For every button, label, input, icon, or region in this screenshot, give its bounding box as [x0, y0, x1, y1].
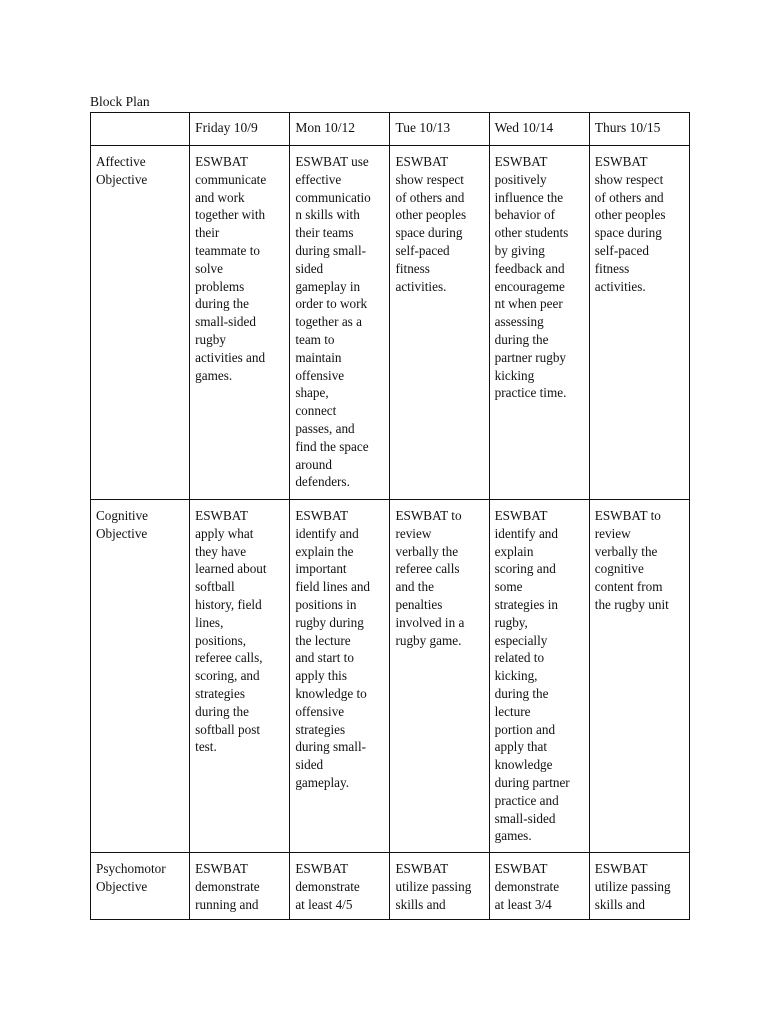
header-cell-thursday: Thurs 10/15: [589, 113, 689, 146]
cell-psychomotor-monday: ESWBAT demonstrate at least 4/5: [290, 853, 390, 920]
cell-cognitive-tuesday: ESWBAT to review verbally the referee calls and the penalties involved in a rugby game.: [390, 500, 489, 853]
table-row-psychomotor: [91, 853, 690, 920]
cell-cognitive-thursday: ESWBAT to review verbally the cognitive content from the rugby unit: [589, 500, 689, 853]
cell-psychomotor-wednesday: ESWBAT demonstrate at least 3/4: [489, 853, 589, 920]
cell-cognitive-friday: ESWBAT apply what they have learned about softball history, field lines, positions, referee calls, scoring, and strategies during the softball post test.: [190, 500, 290, 853]
cell-affective-wednesday: ESWBAT positively influence the behavior of other students by giving feedback and encourageme nt when peer assessing during the partner rugby kicking practice time.: [489, 146, 589, 500]
cell-affective-friday: ESWBAT communicate and work together with their teammate to solve problems during the small-sided rugby activities and games.: [190, 146, 290, 500]
header-cell-tuesday: Tue 10/13: [390, 113, 489, 146]
row-label-affective: Affective Objective: [91, 146, 190, 500]
page-title: Block Plan: [90, 94, 150, 109]
header-cell-friday: Friday 10/9: [190, 113, 290, 146]
cell-cognitive-monday: ESWBAT identify and explain the important field lines and positions in rugby during the lecture and start to apply this knowledge to offensive strategies during small- sided gameplay.: [290, 500, 390, 853]
cell-affective-tuesday: ESWBAT show respect of others and other peoples space during self-paced fitness activities.: [390, 146, 489, 500]
cell-psychomotor-tuesday: ESWBAT utilize passing skills and: [390, 853, 489, 920]
row-label-cognitive: Cognitive Objective: [91, 500, 190, 853]
cell-cognitive-wednesday: ESWBAT identify and explain scoring and some strategies in rugby, especially related to kicking, during the lecture portion and apply that knowledge during partner practice and small-sided games.: [489, 500, 589, 853]
block-plan-table: [90, 112, 690, 920]
table-row-affective: [91, 146, 690, 500]
header-cell-monday: Mon 10/12: [290, 113, 390, 146]
cell-psychomotor-thursday: ESWBAT utilize passing skills and: [589, 853, 689, 920]
cell-affective-monday: ESWBAT use effective communicatio n skills with their teams during small- sided gameplay in order to work together as a team to maintain offensive shape, connect passes, and find the space around defenders.: [290, 146, 390, 500]
cell-affective-thursday: ESWBAT show respect of others and other peoples space during self-paced fitness activities.: [589, 146, 689, 500]
cell-psychomotor-friday: ESWBAT demonstrate running and: [190, 853, 290, 920]
row-label-psychomotor: Psychomotor Objective: [91, 853, 190, 920]
table-row-cognitive: [91, 500, 690, 853]
header-cell-wednesday: Wed 10/14: [489, 113, 589, 146]
table-header-row: [91, 113, 690, 146]
header-cell-empty: [91, 113, 190, 146]
